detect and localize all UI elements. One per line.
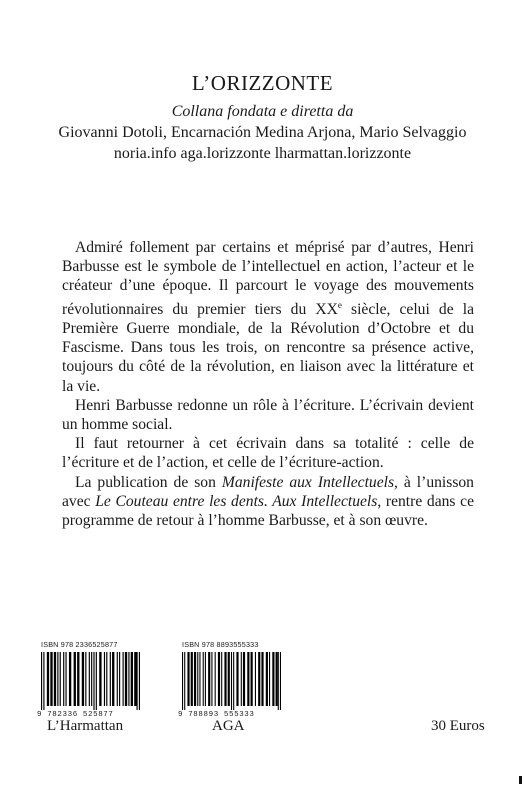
barcode-bar [110, 652, 111, 706]
publisher-aga: AGA [212, 718, 245, 734]
barcode-bar [187, 652, 189, 706]
barcode-bar [208, 652, 210, 706]
barcode-bar [228, 652, 230, 706]
paragraph-2: Henri Barbusse redonne un rôle à l’écriture. L’écrivain devient un homme social. [62, 396, 474, 434]
directors-line: Giovanni Dotoli, Encarnación Medina Arjona, Mario Selvaggio [58, 124, 467, 141]
header [0, 70, 525, 164]
barcode-bar [278, 652, 279, 710]
barcode-bar [211, 652, 212, 706]
barcode-bar [215, 652, 216, 706]
barcode-bar [77, 652, 79, 706]
barcode-bar [93, 652, 94, 710]
websites-line: noria.info aga.lorizzonte lharmattan.lorizzonte [113, 145, 412, 162]
barcode-bar [125, 652, 127, 706]
barcode-bar [231, 652, 232, 710]
century-superscript: e [337, 299, 342, 310]
paragraph-4-end: , rentre dans ce programme de retour à l’homme Barbusse, et à son œuvre. [62, 492, 474, 530]
barcode-bar [272, 652, 274, 706]
paragraph-4-mid: , à l’unisson avec [62, 473, 474, 510]
barcode-bar [243, 652, 245, 706]
barcode-bar [65, 652, 66, 706]
barcode-bar [99, 652, 101, 706]
barcode-bar [54, 652, 56, 706]
barcode-bars [37, 650, 144, 710]
collana-line: Collana fondata e diretta da [171, 103, 354, 120]
barcode-bar [123, 652, 124, 706]
barcode-bar [50, 652, 52, 706]
barcode-harmattan [37, 640, 144, 719]
barcode-bar [199, 652, 200, 706]
barcode-bar [47, 652, 49, 706]
barcode-aga [178, 640, 285, 719]
paragraph-1-text: Admiré follement par certains et méprisé par d’autres, Henri Barbusse est le symbole de l’intellectuel en action, l’acteur et le créateur d’une époque. Il parcourt le voyage des mouvements révolutionnaires du premier tiers du XX [62, 239, 474, 318]
barcode-bar [43, 652, 44, 710]
barcode-bar [117, 652, 118, 706]
barcode-bar [221, 652, 222, 706]
barcode-bar [203, 652, 204, 706]
paragraph-4-start: La publication de son [75, 473, 222, 491]
barcode-bar [261, 652, 263, 706]
barcode-bar [224, 652, 226, 706]
barcode-digits: 9 788893 555333 [178, 711, 255, 719]
barcode-bar [266, 652, 268, 706]
barcode-bar [184, 652, 185, 710]
barcode-bar [119, 652, 120, 706]
barcode-bar [69, 652, 71, 706]
barcode-bar [112, 652, 114, 706]
barcode-bar [241, 652, 242, 706]
price: 30 Euros [431, 718, 485, 734]
barcode-bar [131, 652, 133, 706]
barcode-bar [85, 652, 86, 706]
isbn-label: ISBN 978 8893555333 [182, 640, 259, 649]
barcode-bar [194, 652, 196, 706]
barcode-bar [57, 652, 58, 706]
paragraph-1 [62, 238, 474, 396]
title-couteau: Le Couteau entre les dents. Aux Intellectuels [95, 492, 378, 510]
barcode-bar [218, 652, 220, 706]
barcode-bar [269, 652, 270, 706]
barcode-bar [236, 652, 238, 706]
barcode-bar [106, 652, 107, 706]
barcode-bar [280, 652, 281, 710]
barcode-bar [137, 652, 138, 710]
title-manifeste: Manifeste aux Intellectuels [221, 473, 395, 491]
barcode-bar [82, 652, 84, 706]
series-title: L’ORIZZONTE [191, 71, 334, 95]
barcode-bar [74, 652, 76, 706]
barcode-bar [191, 652, 193, 706]
barcode-bar [139, 652, 140, 710]
barcode-bar [128, 652, 129, 706]
barcode-bar [276, 652, 278, 706]
isbn-label: ISBN 978 2336525877 [41, 640, 118, 649]
back-cover-text [62, 238, 474, 530]
barcode-bar [91, 652, 92, 706]
barcode-bar [89, 652, 90, 706]
barcode-bar [182, 652, 183, 710]
barcode-bar [258, 652, 260, 706]
barcode-bars [178, 650, 285, 710]
paragraph-3: Il faut retourner à cet écrivain dans sa totalité : celle de l’écriture et de l’action, et celle de l’écriture-action. [62, 435, 474, 472]
barcode-bar [60, 652, 61, 706]
barcode-bar [96, 652, 97, 710]
paragraph-1-rest: siècle, celui de la Première Guerre mondiale, de la Révolution d’Octobre et du Fascisme. Dans tous les trois, on rencontre sa présence active, toujours du côté de la révolution, en liaison avec la littérature et la vie. [62, 300, 474, 395]
barcode-bar [205, 652, 206, 706]
barcode-bar [41, 652, 42, 710]
barcode-bar [255, 652, 256, 706]
barcode-bar [247, 652, 249, 706]
paragraph-4 [62, 473, 474, 531]
barcode-bar [251, 652, 253, 706]
barcode-bar [233, 652, 234, 710]
barcode-bar [134, 652, 136, 706]
barcode-digits: 9 782336 525877 [37, 711, 114, 719]
crop-mark [519, 776, 522, 784]
barcode-bar [197, 652, 198, 706]
barcode-bar [63, 652, 64, 706]
publisher-harmattan: L’Harmattan [47, 718, 124, 734]
barcode-bar [104, 652, 105, 706]
